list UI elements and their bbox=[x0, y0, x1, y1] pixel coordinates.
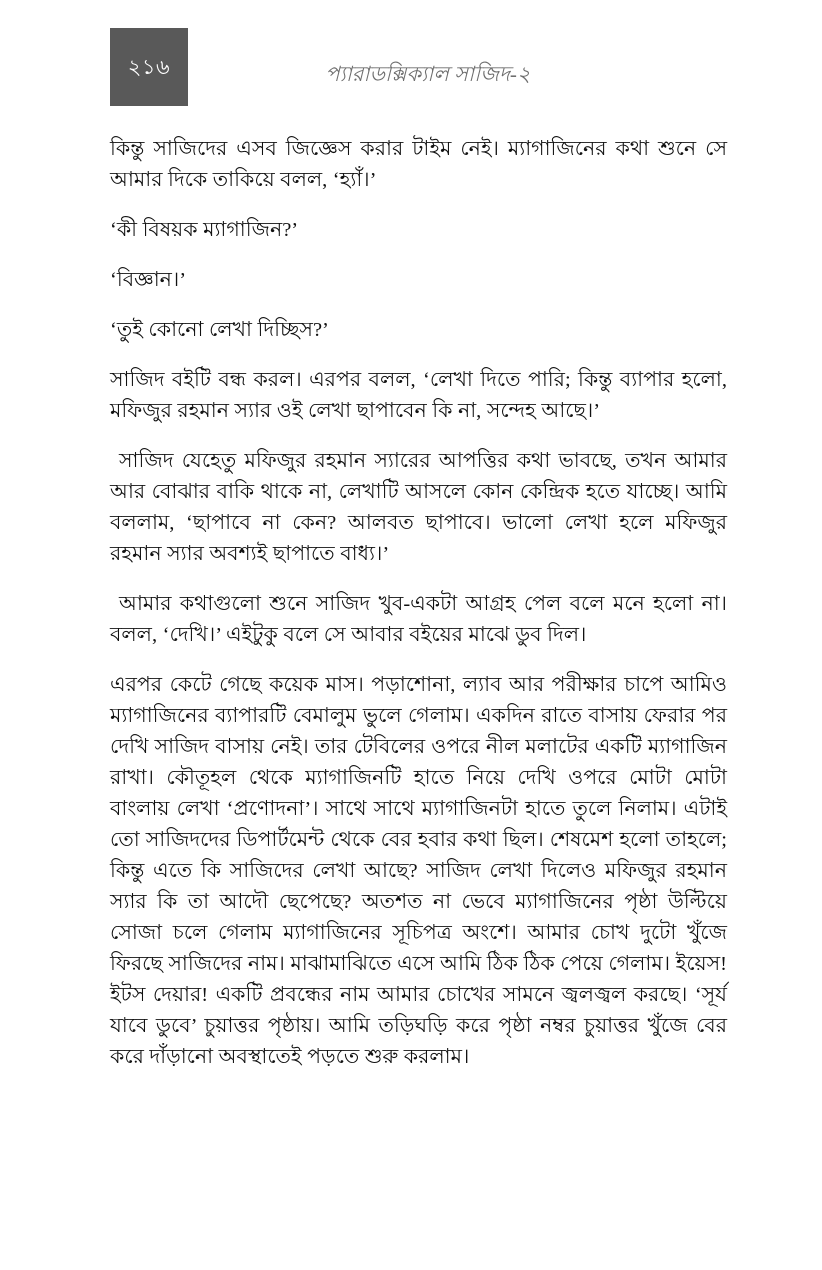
book-title-running-head: প্যারাডক্সিক্যাল সাজিদ-২ bbox=[325, 62, 531, 86]
paragraph: ‘কী বিষয়ক ম্যাগাজিন?’ bbox=[110, 219, 299, 241]
paragraph: ‘বিজ্ঞান।’ bbox=[110, 269, 187, 291]
page-number-box bbox=[110, 28, 188, 106]
paragraph: ‘তুই কোনো লেখা দিচ্ছিস?’ bbox=[110, 319, 329, 341]
body-text-column bbox=[110, 134, 727, 1073]
paragraph: আমার কথাগুলো শুনে সাজিদ খুব-একটা আগ্রহ পেল বলে মনে হলো না। বলল, ‘দেখি।’ এইটুকু বলে সে আবার বইয়ের মাঝে ডুব দিল। bbox=[110, 593, 727, 646]
paragraph: এরপর কেটে গেছে কয়েক মাস। পড়াশোনা, ল্যাব আর পরীক্ষার চাপে আমিও ম্যাগাজিনের ব্যাপারটি বেমালুম ভুলে গেলাম। একদিন রাতে বাসায় ফেরার পর দেখি সাজিদ বাসায় নেই। তার টেবিলের ওপরে নীল মলাটের একটি ম্যাগাজিন রাখা। কৌতূহল থেকে ম্যাগাজিনটি হাতে নিয়ে দেখি ওপরে মোটা মোটা বাংলায় লেখা ‘প্রণোদনা’। সাথে সাথে ম্যাগাজিনটা হাতে তুলে নিলাম। এটাই তো সাজিদদের ডিপার্টমেন্ট থেকে বের হবার কথা ছিল। শেষমেশ হলো তাহলে; কিন্তু এতে কি সাজিদের লেখা আছে? সাজিদ লেখা দিলেও মফিজুর রহমান স্যার কি তা আদৌ ছেপেছে? অতশত না ভেবে ম্যাগাজিনের পৃষ্ঠা উল্টিয়ে সোজা চলে গেলাম ম্যাগাজিনের সূচিপত্র অংশে। আমার চোখ দুটো খুঁজে ফিরছে সাজিদের নাম। মাঝামাঝিতে এসে আমি ঠিক ঠিক পেয়ে গেলাম। ইয়েস! ইটস দেয়ার! একটি প্রবন্ধের নাম আমার চোখের সামনে জ্বলজ্বল করছে। ‘সূর্য যাবে ডুবে’ চুয়াত্তর পৃষ্ঠায়। আমি তড়িঘড়ি করে পৃষ্ঠা নম্বর চুয়াত্তর খুঁজে বের করে দাঁড়ানো অবস্থাতেই পড়তে শুরু করলাম। bbox=[110, 674, 727, 1068]
paragraph: সাজিদ যেহেতু মফিজুর রহমান স্যারের আপত্তির কথা ভাবছে, তখন আমার আর বোঝার বাকি থাকে না, লেখাটি আসলে কোন কেন্দ্রিক হতে যাচ্ছে। আমি বললাম, ‘ছাপাবে না কেন? আলবত ছাপাবে। ভালো লেখা হলে মফিজুর রহমান স্যার অবশ্যই ছাপাতে বাধ্য।’ bbox=[110, 450, 727, 565]
page-number: ২১৬ bbox=[127, 54, 171, 79]
paragraph: সাজিদ বইটি বন্ধ করল। এরপর বলল, ‘লেখা দিতে পারি; কিন্তু ব্যাপার হলো, মফিজুর রহমান স্যার ওই লেখা ছাপাবেন কি না, সন্দেহ আছে।’ bbox=[110, 369, 727, 422]
running-head bbox=[0, 0, 822, 118]
paragraph: কিন্তু সাজিদের এসব জিজ্ঞেস করার টাইম নেই। ম্যাগাজিনের কথা শুনে সে আমার দিকে তাকিয়ে বলল, ‘হ্যাঁ।’ bbox=[110, 138, 727, 191]
